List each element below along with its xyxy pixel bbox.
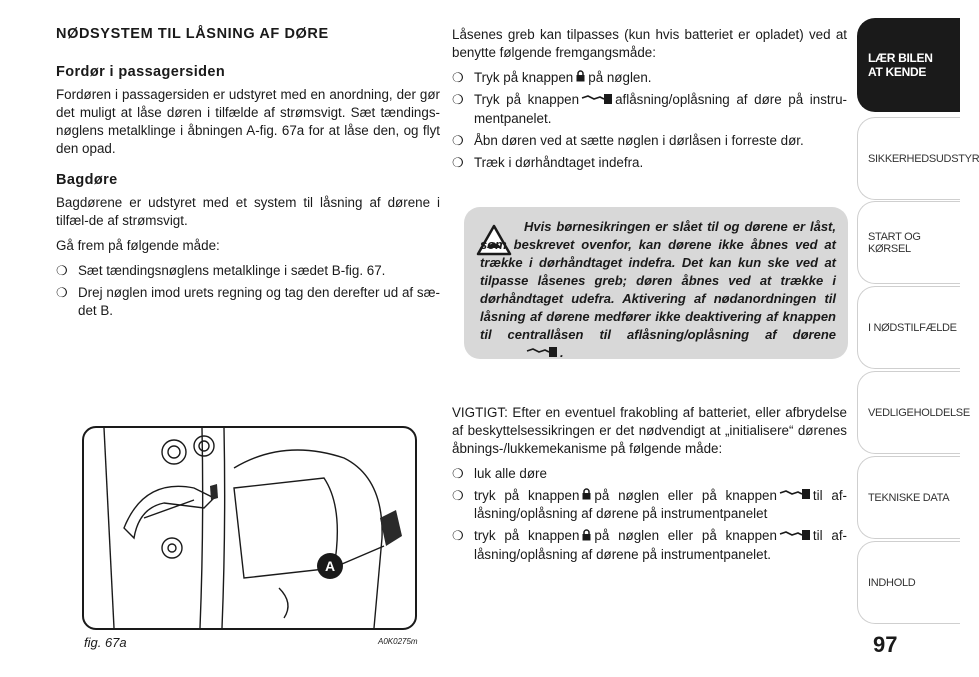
section-title: NØDSYSTEM TIL LÅSNING AF DØRE	[56, 26, 329, 42]
bullet-icon: ❍	[452, 488, 464, 503]
tab-vedligeholdelse[interactable]: VEDLIGEHOLDELSE	[857, 371, 960, 454]
tab-tekniske-data[interactable]: TEKNISKE DATA	[857, 456, 960, 539]
intro-text: Låsenes greb kan tilpasses (kun hvis batteriet er opladet) ved at benytte følgende fremgangsmåde:	[452, 27, 847, 60]
bullet-icon: ❍	[452, 528, 464, 544]
lock-icon	[576, 69, 585, 87]
figure-code: A0K0275m	[378, 637, 418, 646]
bullet-icon: ❍	[56, 263, 68, 278]
rear-doors-text: Bagdørene er udstyret med et system til låsning af dørene i tilfæl-de af strømsvigt.	[56, 195, 440, 228]
door-lock-figure	[82, 426, 417, 630]
bullet-icon: ❍	[56, 285, 68, 300]
front-door-text: Fordøren i passagersiden er udstyret med en anordning, der gør det muligt at låse døren i tilfælde af strømsvigt. Sæt tændings-nøglens metalklinge i åbningen A-fig. 67a for at låse den, og flyt den opad.	[56, 87, 440, 156]
list-item: ❍ luk alle døre	[452, 466, 547, 481]
right-column-top	[452, 26, 847, 176]
important-text: VIGTIGT: Efter en eventuel frakobling af batteriet, eller afbrydelse af beskyttelsessikringen er det nødvendigt at „initialisere“ dørenes åbnings-/lukkemekanisme på følgende måde:	[452, 405, 847, 456]
list-item: ❍ Åbn døren ved at sætte nøglen i dørlåsen i forreste dør.	[452, 132, 804, 148]
figure-callout: A	[324, 558, 336, 574]
figure-label: fig. 67a	[84, 635, 127, 650]
page-number: 97	[873, 632, 898, 657]
list-item: ❍ Drej nøglen imod urets regning og tag den derefter ud af sæ-det B.	[56, 285, 440, 318]
rear-doors-heading: Bagdøre	[56, 172, 118, 188]
warning-text: Hvis børnesikringen er slået til og dørene er låst, som beskrevet ovenfor, kan dørene ikke åbnes ved at trække i dørhåndtaget indefra. Det kan kun ske ved at tilpasse låsenes greb; døren åbnes ved at trække i dørhåndtaget udefra. Aktivering af nødanordningen til låsning af dørene medfører ikke deaktivering af knappen til centrallåsen til aflåsning/oplåsning af dørene .	[480, 218, 836, 363]
lock-icon	[582, 528, 591, 546]
bullet-icon: ❍	[452, 466, 464, 481]
central-lock-icon	[780, 487, 810, 505]
front-door-heading: Fordør i passagersiden	[56, 64, 226, 80]
lock-icon	[582, 487, 591, 505]
tab-indhold[interactable]: INDHOLD	[857, 541, 960, 624]
list-item: ❍ Tryk på knappen på nøglen.	[452, 69, 847, 87]
central-lock-icon	[780, 528, 810, 546]
proceed-text: Gå frem på følgende måde:	[56, 238, 220, 253]
bullet-icon: ❍	[452, 70, 464, 85]
tab-laer-bilen-at-kende[interactable]: LÆR BILEN AT KENDE	[857, 18, 960, 112]
list-item: ❍ Træk i dørhåndtaget indefra.	[452, 154, 644, 170]
bullet-icon: ❍	[452, 154, 464, 170]
door-lock-illustration	[84, 428, 415, 628]
right-column-bottom	[452, 404, 847, 568]
chapter-sidebar	[857, 0, 979, 677]
central-lock-icon	[582, 92, 612, 110]
bullet-icon: ❍	[452, 132, 464, 148]
bullet-icon: ❍	[452, 92, 464, 108]
tab-sikkerhedsudstyr[interactable]: SIKKERHEDSUDSTYR	[857, 117, 960, 200]
list-item: ❍ Tryk på knappen aflåsning/oplåsning af døre på instru-mentpanelet.	[452, 92, 847, 126]
tab-start-og-korsel[interactable]: START OG KØRSEL	[857, 201, 960, 284]
list-item: ❍ Sæt tændingsnøglens metalklinge i sædet B-fig. 67.	[56, 263, 386, 278]
list-item: ❍ tryk på knappen på nøglen eller på knappen til af-låsning/oplåsning af dørene på instrumentpanelet.	[452, 528, 847, 562]
list-item: ❍ tryk på knappen på nøglen eller på knappen til af-låsning/oplåsning af dørene på instrumentpanelet	[452, 488, 847, 522]
central-lock-icon	[483, 345, 557, 363]
left-column	[56, 26, 440, 324]
tab-i-nodstilfaelde[interactable]: I NØDSTILFÆLDE	[857, 286, 960, 369]
